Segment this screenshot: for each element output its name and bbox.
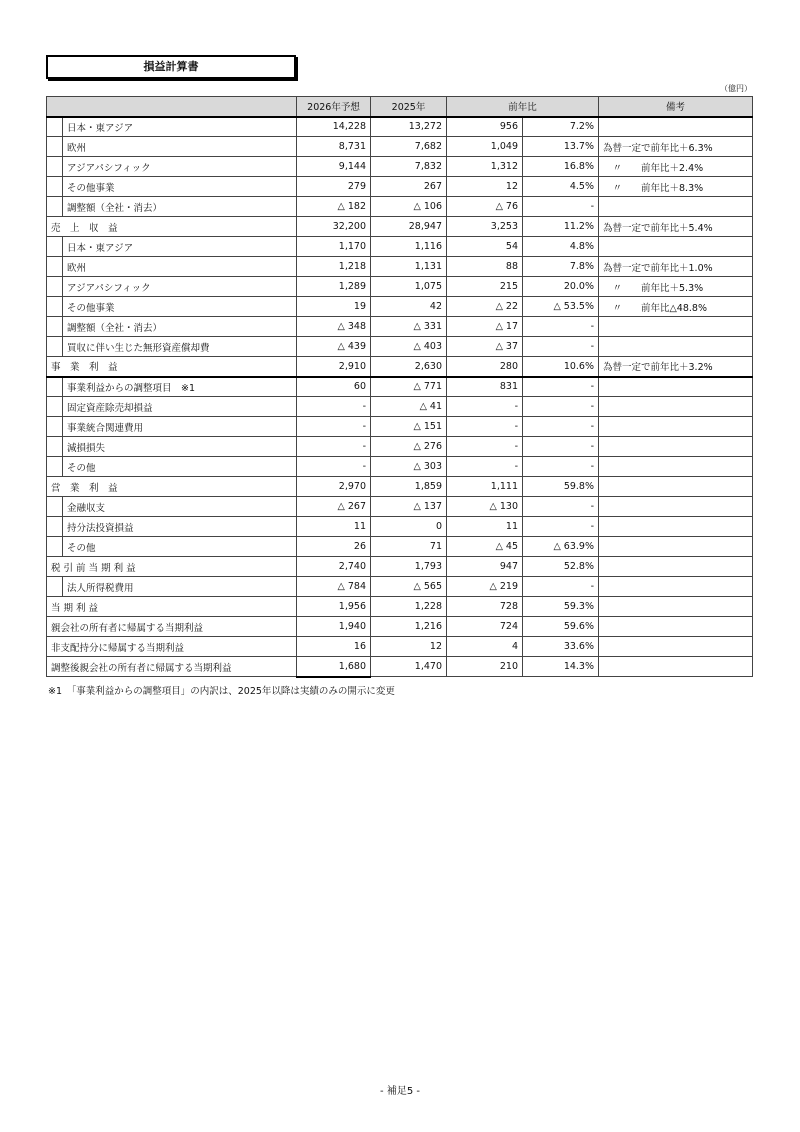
row-label: 調整額（全社・消去） bbox=[63, 317, 297, 337]
value-2025: 42 bbox=[371, 297, 447, 317]
table-row bbox=[47, 597, 753, 617]
row-label: 売 上 収 益 bbox=[47, 217, 297, 237]
value-2026: △ 784 bbox=[297, 577, 371, 597]
row-label: 日本・東アジア bbox=[63, 117, 297, 137]
row-label: その他事業 bbox=[63, 177, 297, 197]
value-diff: 1,312 bbox=[447, 157, 523, 177]
value-2025: △ 771 bbox=[371, 377, 447, 397]
value-pct: - bbox=[523, 377, 599, 397]
value-2026: - bbox=[297, 397, 371, 417]
value-pct: 13.7% bbox=[523, 137, 599, 157]
indent-spacer bbox=[47, 457, 63, 477]
value-diff: 215 bbox=[447, 277, 523, 297]
value-2025: △ 276 bbox=[371, 437, 447, 457]
indent-spacer bbox=[47, 317, 63, 337]
value-2025: △ 331 bbox=[371, 317, 447, 337]
value-2025: 12 bbox=[371, 637, 447, 657]
value-pct: - bbox=[523, 457, 599, 477]
value-pct: - bbox=[523, 577, 599, 597]
value-pct: - bbox=[523, 437, 599, 457]
header-label bbox=[47, 97, 297, 117]
value-2025: 71 bbox=[371, 537, 447, 557]
value-pct: 16.8% bbox=[523, 157, 599, 177]
value-2026: 32,200 bbox=[297, 217, 371, 237]
row-note bbox=[599, 517, 753, 537]
value-2026: - bbox=[297, 457, 371, 477]
row-label: 調整後親会社の所有者に帰属する当期利益 bbox=[47, 657, 297, 677]
value-diff: △ 130 bbox=[447, 497, 523, 517]
value-pct: - bbox=[523, 397, 599, 417]
table-row bbox=[47, 557, 753, 577]
indent-spacer bbox=[47, 437, 63, 457]
row-note: 為替一定で前年比＋3.2% bbox=[599, 357, 753, 377]
value-diff: 947 bbox=[447, 557, 523, 577]
row-note bbox=[599, 477, 753, 497]
row-label: 法人所得税費用 bbox=[63, 577, 297, 597]
table-row bbox=[47, 497, 753, 517]
value-pct: - bbox=[523, 417, 599, 437]
value-diff: 88 bbox=[447, 257, 523, 277]
row-note bbox=[599, 317, 753, 337]
row-label: 事業利益からの調整項目 ※1 bbox=[63, 377, 297, 397]
value-diff: △ 17 bbox=[447, 317, 523, 337]
row-label: 営 業 利 益 bbox=[47, 477, 297, 497]
value-2026: 60 bbox=[297, 377, 371, 397]
header-note: 備考 bbox=[599, 97, 753, 117]
value-2025: △ 303 bbox=[371, 457, 447, 477]
value-2025: 1,859 bbox=[371, 477, 447, 497]
row-label: その他 bbox=[63, 537, 297, 557]
indent-spacer bbox=[47, 197, 63, 217]
row-label: 減損損失 bbox=[63, 437, 297, 457]
value-diff: - bbox=[447, 397, 523, 417]
value-diff: 1,111 bbox=[447, 477, 523, 497]
value-2026: 16 bbox=[297, 637, 371, 657]
value-2026: - bbox=[297, 437, 371, 457]
table-row bbox=[47, 417, 753, 437]
table-row bbox=[47, 377, 753, 397]
value-2026: 11 bbox=[297, 517, 371, 537]
value-2026: - bbox=[297, 417, 371, 437]
table-row bbox=[47, 197, 753, 217]
value-pct: 14.3% bbox=[523, 657, 599, 677]
value-pct: 59.3% bbox=[523, 597, 599, 617]
value-pct: 7.8% bbox=[523, 257, 599, 277]
value-2025: 1,793 bbox=[371, 557, 447, 577]
value-2026: 279 bbox=[297, 177, 371, 197]
value-2025: 7,832 bbox=[371, 157, 447, 177]
value-diff: 11 bbox=[447, 517, 523, 537]
row-label: 買収に伴い生じた無形資産償却費 bbox=[63, 337, 297, 357]
row-label: 親会社の所有者に帰属する当期利益 bbox=[47, 617, 297, 637]
table-row bbox=[47, 437, 753, 457]
indent-spacer bbox=[47, 117, 63, 137]
value-2026: 1,289 bbox=[297, 277, 371, 297]
table-row bbox=[47, 357, 753, 377]
header-2025: 2025年 bbox=[371, 97, 447, 117]
row-note bbox=[599, 597, 753, 617]
value-2026: 14,228 bbox=[297, 117, 371, 137]
table-row bbox=[47, 577, 753, 597]
row-label: その他 bbox=[63, 457, 297, 477]
footnote: ※1 「事業利益からの調整項目」の内訳は、2025年以降は実績のみの開示に変更 bbox=[48, 686, 395, 697]
value-diff: 12 bbox=[447, 177, 523, 197]
value-2026: 1,956 bbox=[297, 597, 371, 617]
table-row bbox=[47, 237, 753, 257]
table-row bbox=[47, 217, 753, 237]
value-2026: △ 439 bbox=[297, 337, 371, 357]
row-note bbox=[599, 117, 753, 137]
table-row bbox=[47, 317, 753, 337]
table-body bbox=[47, 117, 753, 677]
value-pct: 11.2% bbox=[523, 217, 599, 237]
value-2025: △ 151 bbox=[371, 417, 447, 437]
table-row bbox=[47, 477, 753, 497]
row-note bbox=[599, 557, 753, 577]
row-note: 為替一定で前年比＋1.0% bbox=[599, 257, 753, 277]
row-note bbox=[599, 497, 753, 517]
value-pct: △ 53.5% bbox=[523, 297, 599, 317]
row-note bbox=[599, 577, 753, 597]
value-2026: 19 bbox=[297, 297, 371, 317]
value-diff: △ 219 bbox=[447, 577, 523, 597]
row-note: 〃 前年比＋5.3% bbox=[599, 277, 753, 297]
indent-spacer bbox=[47, 577, 63, 597]
value-diff: △ 22 bbox=[447, 297, 523, 317]
row-label: 固定資産除売却損益 bbox=[63, 397, 297, 417]
row-note bbox=[599, 657, 753, 677]
row-note bbox=[599, 397, 753, 417]
value-diff: 3,253 bbox=[447, 217, 523, 237]
value-pct: 59.8% bbox=[523, 477, 599, 497]
value-2026: 9,144 bbox=[297, 157, 371, 177]
indent-spacer bbox=[47, 377, 63, 397]
value-2026: 26 bbox=[297, 537, 371, 557]
value-2025: 267 bbox=[371, 177, 447, 197]
value-2025: △ 137 bbox=[371, 497, 447, 517]
row-label: 事 業 利 益 bbox=[47, 357, 297, 377]
table-row bbox=[47, 137, 753, 157]
value-pct: 33.6% bbox=[523, 637, 599, 657]
row-note: 〃 前年比△48.8% bbox=[599, 297, 753, 317]
indent-spacer bbox=[47, 537, 63, 557]
value-2025: △ 403 bbox=[371, 337, 447, 357]
row-label: 当 期 利 益 bbox=[47, 597, 297, 617]
value-2025: △ 106 bbox=[371, 197, 447, 217]
value-pct: - bbox=[523, 317, 599, 337]
row-note: 為替一定で前年比＋5.4% bbox=[599, 217, 753, 237]
income-statement-table bbox=[46, 96, 753, 678]
row-note bbox=[599, 617, 753, 637]
value-pct: - bbox=[523, 497, 599, 517]
value-diff: △ 76 bbox=[447, 197, 523, 217]
value-diff: 728 bbox=[447, 597, 523, 617]
row-note: 〃 前年比＋8.3% bbox=[599, 177, 753, 197]
value-pct: 7.2% bbox=[523, 117, 599, 137]
table-row bbox=[47, 337, 753, 357]
value-2025: 0 bbox=[371, 517, 447, 537]
indent-spacer bbox=[47, 297, 63, 317]
value-2025: 13,272 bbox=[371, 117, 447, 137]
value-2025: 1,131 bbox=[371, 257, 447, 277]
value-2025: 1,470 bbox=[371, 657, 447, 677]
value-2025: 1,075 bbox=[371, 277, 447, 297]
table-row bbox=[47, 117, 753, 137]
indent-spacer bbox=[47, 177, 63, 197]
value-pct: 4.8% bbox=[523, 237, 599, 257]
unit-label: （億円） bbox=[720, 84, 752, 93]
page-title: 損益計算書 bbox=[46, 55, 296, 79]
table-row bbox=[47, 397, 753, 417]
value-2025: △ 565 bbox=[371, 577, 447, 597]
indent-spacer bbox=[47, 517, 63, 537]
row-note bbox=[599, 537, 753, 557]
value-diff: - bbox=[447, 417, 523, 437]
row-label: その他事業 bbox=[63, 297, 297, 317]
value-pct: 10.6% bbox=[523, 357, 599, 377]
value-diff: △ 45 bbox=[447, 537, 523, 557]
value-diff: △ 37 bbox=[447, 337, 523, 357]
page-number: - 補足5 - bbox=[380, 1086, 420, 1097]
value-2026: 2,910 bbox=[297, 357, 371, 377]
value-pct: - bbox=[523, 197, 599, 217]
table-row bbox=[47, 457, 753, 477]
table-row bbox=[47, 297, 753, 317]
value-pct: 59.6% bbox=[523, 617, 599, 637]
table-row bbox=[47, 617, 753, 637]
value-2026: 2,740 bbox=[297, 557, 371, 577]
indent-spacer bbox=[47, 397, 63, 417]
row-note: 〃 前年比＋2.4% bbox=[599, 157, 753, 177]
row-label: アジアパシフィック bbox=[63, 277, 297, 297]
indent-spacer bbox=[47, 257, 63, 277]
indent-spacer bbox=[47, 277, 63, 297]
row-note bbox=[599, 337, 753, 357]
table-row bbox=[47, 257, 753, 277]
value-pct: △ 63.9% bbox=[523, 537, 599, 557]
value-diff: 956 bbox=[447, 117, 523, 137]
value-diff: - bbox=[447, 457, 523, 477]
row-label: 調整額（全社・消去） bbox=[63, 197, 297, 217]
indent-spacer bbox=[47, 497, 63, 517]
indent-spacer bbox=[47, 237, 63, 257]
table-header-row bbox=[47, 97, 753, 117]
value-2026: 8,731 bbox=[297, 137, 371, 157]
value-2026: △ 267 bbox=[297, 497, 371, 517]
row-note bbox=[599, 417, 753, 437]
indent-spacer bbox=[47, 157, 63, 177]
row-note bbox=[599, 377, 753, 397]
header-yoy: 前年比 bbox=[447, 97, 599, 117]
row-note bbox=[599, 637, 753, 657]
row-note bbox=[599, 197, 753, 217]
header-2026: 2026年予想 bbox=[297, 97, 371, 117]
row-label: 事業統合関連費用 bbox=[63, 417, 297, 437]
value-2025: 7,682 bbox=[371, 137, 447, 157]
row-label: 税 引 前 当 期 利 益 bbox=[47, 557, 297, 577]
value-pct: 20.0% bbox=[523, 277, 599, 297]
table-row bbox=[47, 157, 753, 177]
value-2025: 2,630 bbox=[371, 357, 447, 377]
table-row bbox=[47, 657, 753, 677]
row-label: 持分法投資損益 bbox=[63, 517, 297, 537]
row-label: 欧州 bbox=[63, 257, 297, 277]
value-pct: - bbox=[523, 337, 599, 357]
value-2025: 1,228 bbox=[371, 597, 447, 617]
table-row bbox=[47, 177, 753, 197]
value-pct: - bbox=[523, 517, 599, 537]
value-2026: 1,680 bbox=[297, 657, 371, 677]
value-diff: - bbox=[447, 437, 523, 457]
value-2025: 1,116 bbox=[371, 237, 447, 257]
row-label: 日本・東アジア bbox=[63, 237, 297, 257]
value-2025: △ 41 bbox=[371, 397, 447, 417]
table-row bbox=[47, 637, 753, 657]
value-diff: 4 bbox=[447, 637, 523, 657]
value-2026: △ 182 bbox=[297, 197, 371, 217]
row-note bbox=[599, 237, 753, 257]
row-note: 為替一定で前年比＋6.3% bbox=[599, 137, 753, 157]
value-diff: 831 bbox=[447, 377, 523, 397]
value-diff: 1,049 bbox=[447, 137, 523, 157]
row-note bbox=[599, 437, 753, 457]
row-label: 金融収支 bbox=[63, 497, 297, 517]
row-label: 非支配持分に帰属する当期利益 bbox=[47, 637, 297, 657]
value-2026: 1,218 bbox=[297, 257, 371, 277]
indent-spacer bbox=[47, 137, 63, 157]
value-pct: 4.5% bbox=[523, 177, 599, 197]
value-2025: 1,216 bbox=[371, 617, 447, 637]
indent-spacer bbox=[47, 417, 63, 437]
table-row bbox=[47, 517, 753, 537]
value-diff: 280 bbox=[447, 357, 523, 377]
value-2025: 28,947 bbox=[371, 217, 447, 237]
value-diff: 724 bbox=[447, 617, 523, 637]
value-2026: 1,940 bbox=[297, 617, 371, 637]
value-2026: △ 348 bbox=[297, 317, 371, 337]
value-2026: 2,970 bbox=[297, 477, 371, 497]
row-label: 欧州 bbox=[63, 137, 297, 157]
value-diff: 54 bbox=[447, 237, 523, 257]
table-row bbox=[47, 537, 753, 557]
value-2026: 1,170 bbox=[297, 237, 371, 257]
table-row bbox=[47, 277, 753, 297]
indent-spacer bbox=[47, 337, 63, 357]
row-note bbox=[599, 457, 753, 477]
value-diff: 210 bbox=[447, 657, 523, 677]
value-pct: 52.8% bbox=[523, 557, 599, 577]
row-label: アジアパシフィック bbox=[63, 157, 297, 177]
